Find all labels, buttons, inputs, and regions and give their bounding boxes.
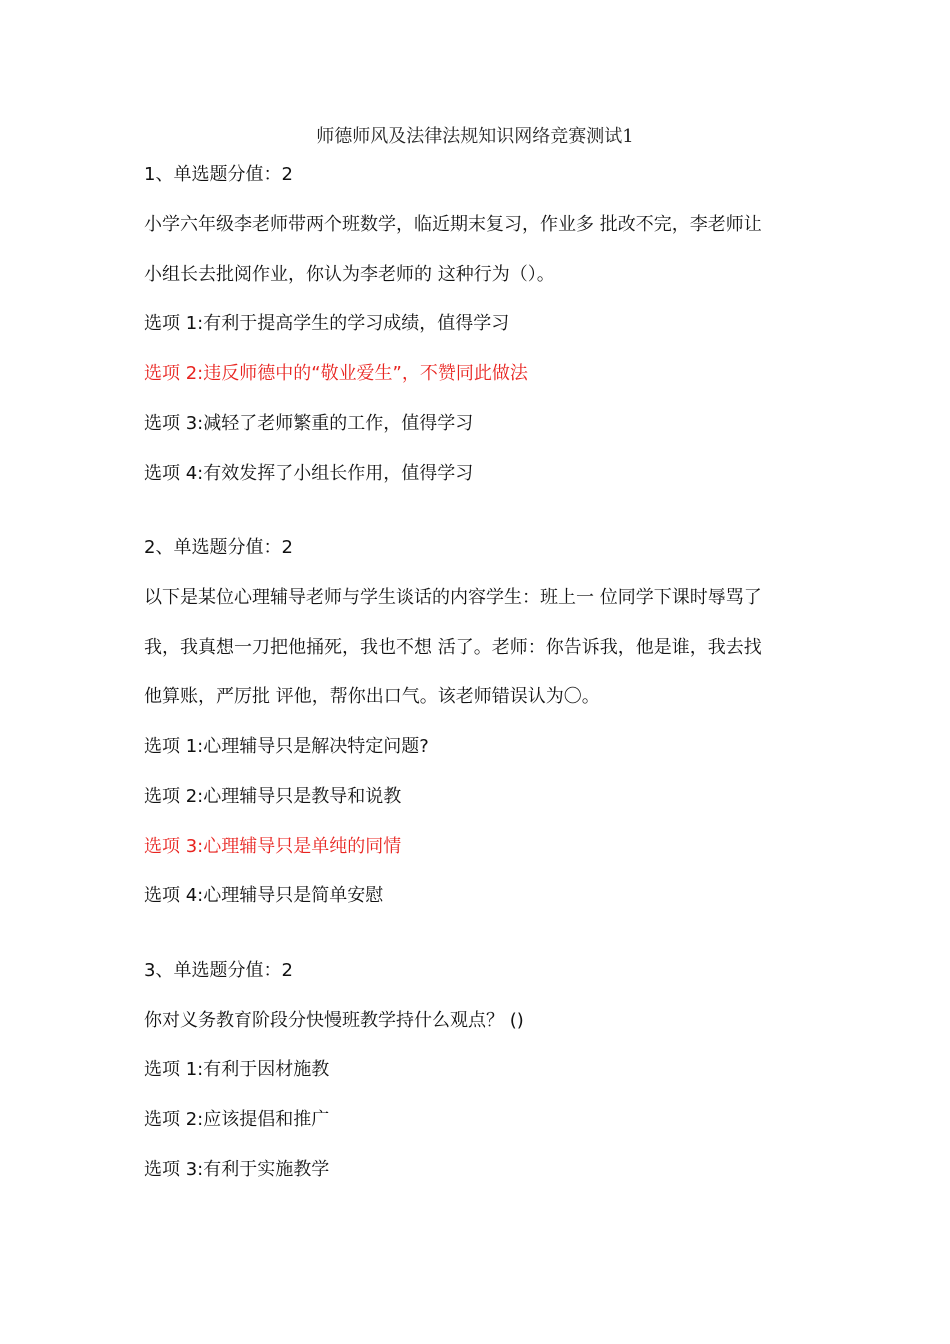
question-1-stem-line-1: 小学六年级李老师带两个班数学，临近期末复习，作业多 批改不完，李老师让 — [144, 214, 762, 235]
question-2-option-3-correct: 选项 3:心理辅导只是单纯的同情 — [144, 836, 402, 857]
question-2-stem-line-2: 我，我真想一刀把他捅死，我也不想 活了。老师：你告诉我，他是谁，我去找 — [144, 637, 762, 658]
document-title: 师德师风及法律法规知识网络竞赛测试1 — [316, 126, 634, 147]
question-1-option-1: 选项 1:有利于提高学生的学习成绩，值得学习 — [144, 313, 510, 334]
question-1-option-4: 选项 4:有效发挥了小组长作用，值得学习 — [144, 463, 474, 484]
question-2-stem-line-1: 以下是某位心理辅导老师与学生谈话的内容学生：班上一 位同学下课时辱骂了 — [144, 587, 762, 608]
question-3-option-3: 选项 3:有利于实施教学 — [144, 1159, 330, 1180]
question-2-option-4: 选项 4:心理辅导只是简单安慰 — [144, 885, 384, 906]
question-3-stem-line-1: 你对义务教育阶段分快慢班教学持什么观点？ () — [144, 1010, 524, 1031]
question-1-stem-line-2: 小组长去批阅作业，你认为李老师的 这种行为（）。 — [144, 264, 555, 285]
question-1-header: 1、单选题分值：2 — [144, 164, 293, 185]
question-3-option-1: 选项 1:有利于因材施教 — [144, 1059, 330, 1080]
question-1-option-2-correct: 选项 2:违反师德中的“敬业爱生”，不赞同此做法 — [144, 363, 528, 384]
question-2-option-2: 选项 2:心理辅导只是教导和说教 — [144, 786, 402, 807]
question-2-stem-line-3: 他算账，严厉批 评他，帮你出口气。该老师错误认为〇。 — [144, 686, 600, 707]
question-1-option-3: 选项 3:减轻了老师繁重的工作，值得学习 — [144, 413, 474, 434]
question-2-header: 2、单选题分值：2 — [144, 537, 293, 558]
question-2-option-1: 选项 1:心理辅导只是解决特定问题? — [144, 736, 429, 757]
question-3-header: 3、单选题分值：2 — [144, 960, 293, 981]
question-3-option-2: 选项 2:应该提倡和推广 — [144, 1109, 330, 1130]
